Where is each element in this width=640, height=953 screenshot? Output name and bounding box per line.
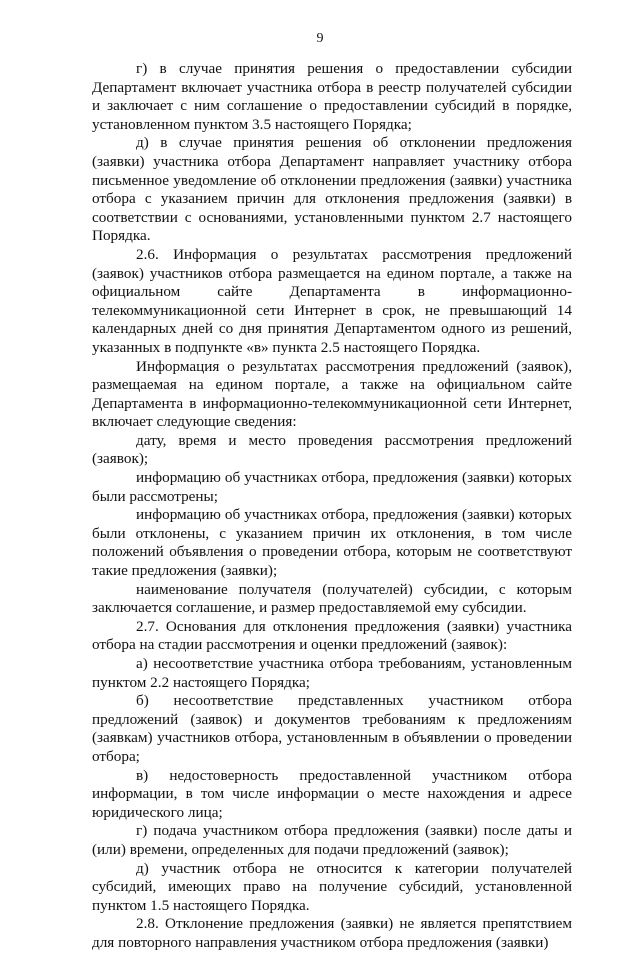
paragraph-2-8: 2.8. Отклонение предложения (заявки) не является препятствием для повторного направления участником отбора предложения (заявки) [92, 915, 572, 951]
paragraph-2-7-v: в) недостоверность предоставленной участником отбора информации, в том числе информации о месте нахождения и адресе юридического лица; [92, 766, 572, 821]
paragraph-2-7: 2.7. Основания для отклонения предложения (заявки) участника отбора на стадии рассмотрения и оценки предложений (заявок): [92, 617, 572, 654]
paragraph-2-6: 2.6. Информация о результатах рассмотрения предложений (заявок) участников отбора размещается на едином портале, а также на официальном сайте Департамента в информационно-телекоммуникационной сети Интернет в срок, не превышающий 14 календарных дней со дня принятия Департаментом одного из решений, указанных в подпункте «в» пункта 2.5 настоящего Порядка. [92, 245, 572, 356]
paragraph-list-reviewed: информацию об участниках отбора, предложения (заявки) которых были рассмотрены; [92, 469, 572, 505]
document-body [92, 60, 572, 953]
paragraph-list-recipient: наименование получателя (получателей) субсидии, с которым заключается соглашение, и размер предоставляемой ему субсидии. [92, 580, 572, 617]
paragraph-2-6-info: Информация о результатах рассмотрения предложений (заявок), размещаемая на едином портале, а также на официальном сайте Департамента в информационно-телекоммуникационной сети Интернет, включает следующие сведения: [92, 357, 572, 431]
paragraph-2-7-g: г) подача участником отбора предложения (заявки) после даты и (или) времени, определенных для подачи предложений (заявок); [92, 822, 572, 858]
paragraph-2-7-b: б) несоответствие представленных участником отбора предложений (заявок) и документов требованиям к предложениям (заявкам) участников отбора, установленным в объявлении о проведении отбора; [92, 692, 572, 765]
paragraph-list-rejected: информацию об участниках отбора, предложения (заявки) которых были отклонены, с указанием причин их отклонения, в том числе положений объявления о проведении отбора, которым не соответствуют такие предложения (заявки); [92, 506, 572, 580]
paragraph-list-date: дату, время и место проведения рассмотрения предложений (заявок); [92, 431, 572, 468]
paragraph-2-5-d: д) в случае принятия решения об отклонении предложения (заявки) участника отбора Департамент направляет участнику отбора письменное уведомление об отклонении предложения (заявки) участника отбора с указанием причин для отклонения предложения (заявки) в соответствии с основаниями, установленными пунктом 2.7 настоящего Порядка. [92, 134, 572, 245]
paragraph-2-7-a: а) несоответствие участника отбора требованиям, установленным пунктом 2.2 настоящего Порядка; [92, 655, 572, 691]
page-number: 9 [316, 31, 324, 46]
paragraph-2-7-d: д) участник отбора не относится к категории получателей субсидий, имеющих право на получение субсидий, установленной пунктом 1.5 настоящего Порядка. [92, 859, 572, 914]
paragraph-2-5-g: г) в случае принятия решения о предоставлении субсидии Департамент включает участника отбора в реестр получателей субсидии и заключает с ним соглашение о предоставлении субсидий в порядке, установленном пунктом 3.5 настоящего Порядка; [92, 60, 572, 133]
